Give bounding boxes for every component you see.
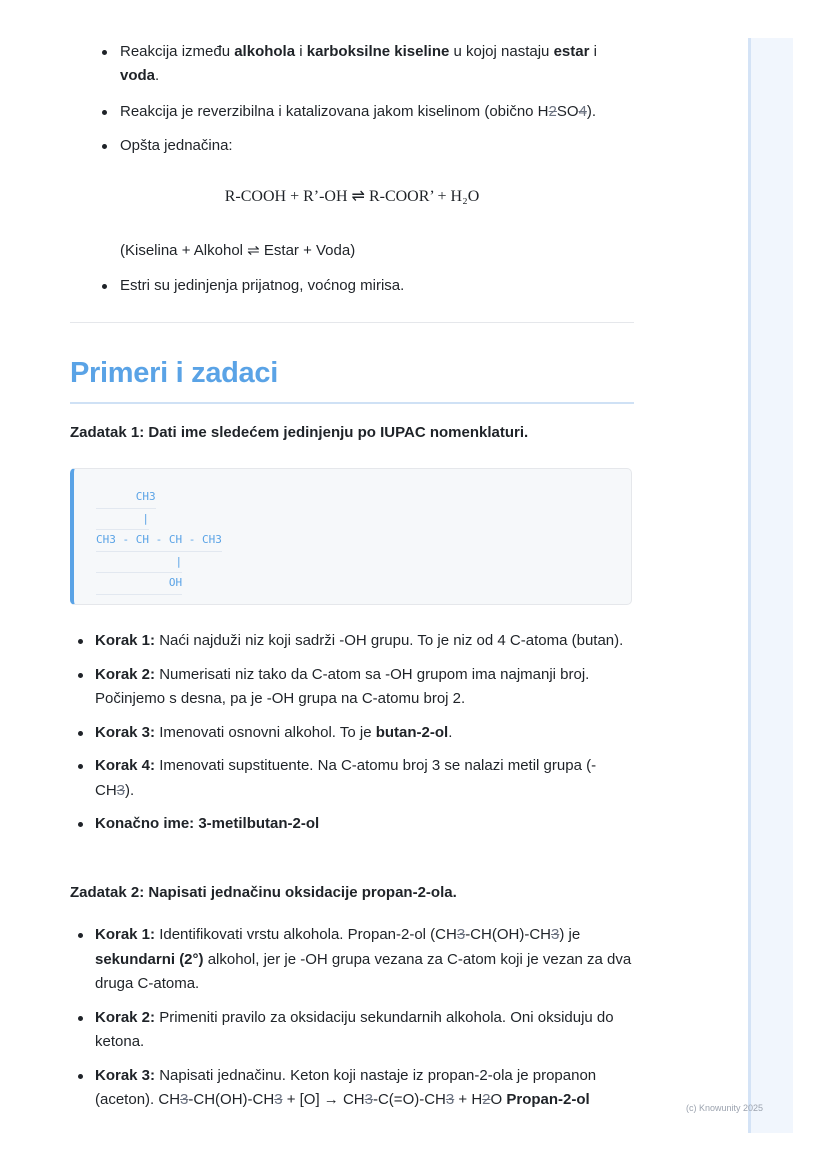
section-title-underline — [70, 402, 634, 404]
intro-list — [70, 40, 634, 158]
right-sidebar — [748, 38, 793, 1133]
step-item: Korak 1: Identifikovati vrstu alkohola. Propan-2-ol (CH3-CH(OH)-CH3) je sekundarni (2°) alkohol, jer je -OH grupa vezana za C-atom koji je vezan za dva druga C-atoma. — [70, 923, 634, 997]
step-item: Korak 3: Napisati jednačinu. Keton koji nastaje iz propan-2-ola je propanon (aceton). CH3-CH(OH)-CH3 + [O] → CH3-C(=O)-CH3 + H2O Propan-2-ol — [70, 1064, 634, 1113]
step-item: Korak 3: Imenovati osnovni alkohol. To je butan-2-ol. — [70, 721, 634, 746]
general-equation: R-COOH + R’-OH ⇌ R-COOR’ + H₂O — [224, 188, 480, 205]
task2-steps — [70, 923, 634, 1113]
step-item: Korak 2: Numerisati niz tako da C-atom sa -OH grupom ima najmanji broj. Počinjemo s desna, pa je -OH grupa na C-atomu broj 2. — [70, 663, 634, 712]
step-item: Korak 2: Primeniti pravilo za oksidaciju sekundarnih alkohola. Oni oksiduju do ketona. — [70, 1006, 634, 1055]
step-item: Korak 4: Imenovati supstituente. Na C-atomu broj 3 se nalazi metil grupa (-CH3). — [70, 754, 634, 803]
intro-list-2 — [70, 274, 634, 298]
equation-note: (Kiselina + Alkohol ⇌ Estar + Voda) — [120, 242, 356, 259]
code-block — [70, 468, 632, 605]
step-item: Konačno ime: 3-metilbutan-2-ol — [70, 812, 634, 837]
task1-title: Zadatak 1: Dati ime sledećem jedinjenju po IUPAC nomenklaturi. — [70, 424, 529, 441]
task1-steps — [70, 629, 634, 837]
list-item: Reakcija je reverzibilna i katalizovana jakom kiselinom (obično H2SO4). — [70, 100, 634, 124]
list-item: Reakcija između alkohola i karboksilne kiseline u kojoj nastaju estar i voda. — [70, 40, 634, 88]
structure-formula: CH3 | CH3 - CH - CH - CH3 | OH — [96, 487, 222, 595]
step-item: Korak 1: Naći najduži niz koji sadrži -OH grupu. To je niz od 4 C-atoma (butan). — [70, 629, 634, 654]
section-title: Primeri i zadaci — [70, 357, 278, 389]
footer-copyright: (c) Knowunity 2025 — [686, 1103, 764, 1113]
task2-title: Zadatak 2: Napisati jednačinu oksidacije propan-2-ola. — [70, 884, 457, 901]
list-item: Estri su jedinjenja prijatnog, voćnog mirisa. — [70, 274, 634, 298]
list-item: Opšta jednačina: — [70, 134, 634, 158]
divider — [70, 322, 634, 323]
